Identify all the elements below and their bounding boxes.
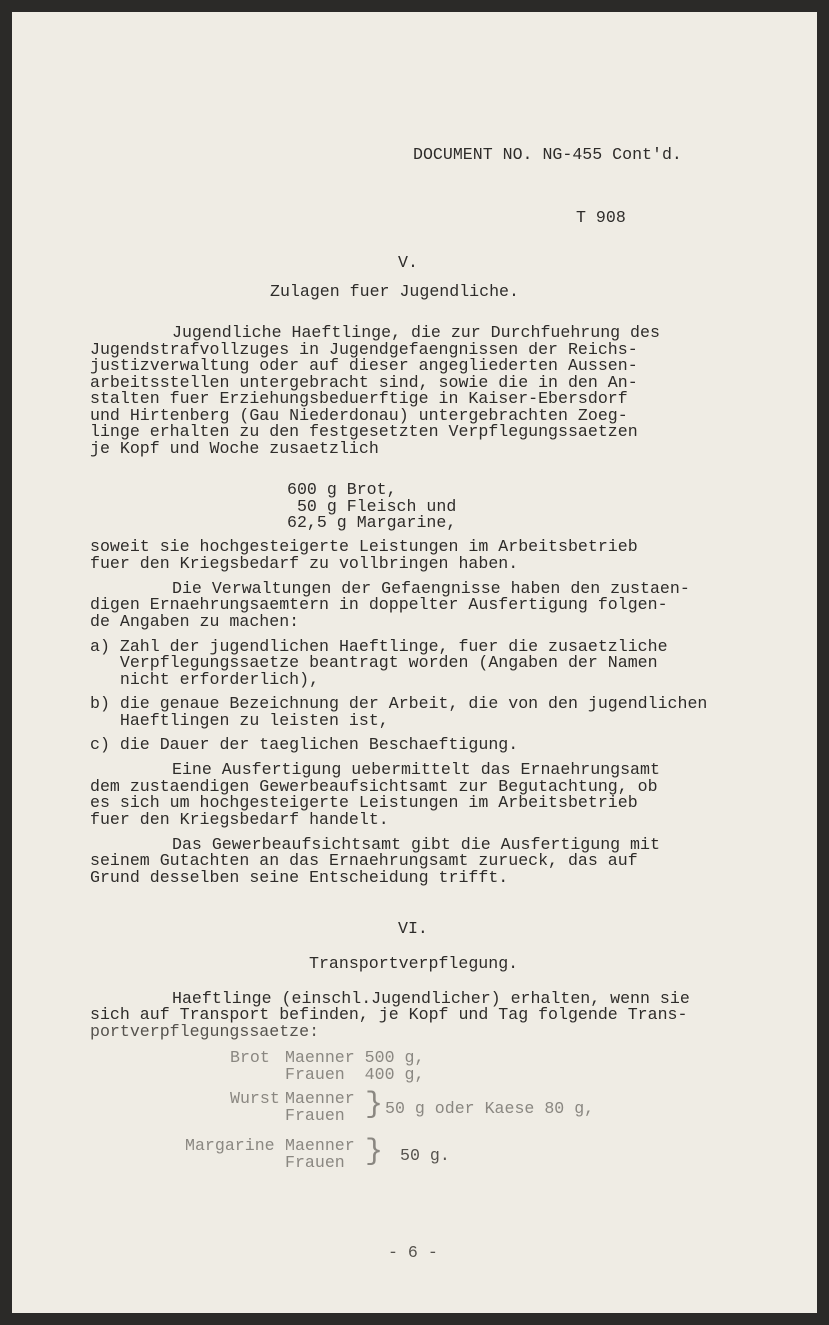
text-line: portverpflegungssaetze: xyxy=(90,1022,320,1041)
text-line: Grund desselben seine Entscheidung trifft. xyxy=(90,868,509,887)
ration-line: 600 g Brot, xyxy=(287,480,397,499)
reference-number: T 908 xyxy=(576,208,626,227)
text-line: justizverwaltung oder auf dieser angegliederten Aussen- xyxy=(90,356,638,375)
section-numeral: V. xyxy=(398,253,418,272)
text-line: soweit sie hochgesteigerte Leistungen im Arbeitsbetrieb xyxy=(90,537,638,556)
page-number: - 6 - xyxy=(388,1243,438,1262)
text-line: Jugendliche Haeftlinge, die zur Durchfuehrung des xyxy=(172,323,660,342)
brace-icon: } xyxy=(365,1135,384,1169)
text-line: und Hirtenberg (Gau Niederdonau) untergebrachten Zoeg- xyxy=(90,406,628,425)
text-line: arbeitsstellen untergebracht sind, sowie die in den An- xyxy=(90,373,638,392)
table-label-brot: Brot xyxy=(230,1048,270,1067)
text-line: Haeftlinge (einschl.Jugendlicher) erhalten, wenn sie xyxy=(172,989,690,1008)
text-line: digen Ernaehrungsaemtern in doppelter Ausfertigung folgen- xyxy=(90,595,668,614)
list-item-b: Haeftlingen zu leisten ist, xyxy=(90,711,389,730)
table-value: 50 g oder Kaese 80 g, xyxy=(385,1099,595,1118)
table-men: Maenner xyxy=(285,1136,355,1155)
table-men: Maenner xyxy=(285,1089,355,1108)
brace-icon: } xyxy=(365,1088,384,1122)
text-line: Die Verwaltungen der Gefaengnisse haben den zustaen- xyxy=(172,579,690,598)
section-title: Zulagen fuer Jugendliche. xyxy=(270,282,519,301)
table-women: Frauen xyxy=(285,1106,345,1125)
text-line: es sich um hochgesteigerte Leistungen im Arbeitsbetrieb xyxy=(90,793,638,812)
section-numeral: VI. xyxy=(398,919,428,938)
table-men: Maenner 500 g, xyxy=(285,1048,425,1067)
text-line: fuer den Kriegsbedarf handelt. xyxy=(90,810,389,829)
list-item-a: a) Zahl der jugendlichen Haeftlinge, fuer die zusaetzliche xyxy=(90,637,668,656)
text-line: sich auf Transport befinden, je Kopf und Tag folgende Trans- xyxy=(90,1005,688,1024)
table-label-margarine: Margarine xyxy=(185,1136,275,1155)
text-line: Das Gewerbeaufsichtsamt gibt die Ausfertigung mit xyxy=(172,835,660,854)
text-line: Eine Ausfertigung uebermittelt das Ernaehrungsamt xyxy=(172,760,660,779)
list-item-a: Verpflegungssaetze beantragt worden (Angaben der Namen xyxy=(90,653,658,672)
section-title: Transportverpflegung. xyxy=(309,954,519,973)
list-item-c: c) die Dauer der taeglichen Beschaeftigung. xyxy=(90,735,519,754)
list-item-a: nicht erforderlich), xyxy=(90,670,320,689)
text-line: je Kopf und Woche zusaetzlich xyxy=(90,439,379,458)
list-item-b: b) die genaue Bezeichnung der Arbeit, die von den jugendlichen xyxy=(90,694,708,713)
table-women: Frauen 400 g, xyxy=(285,1065,425,1084)
text-line: Jugendstrafvollzuges in Jugendgefaengnissen der Reichs- xyxy=(90,340,638,359)
ration-line: 50 g Fleisch und xyxy=(287,497,457,516)
text-line: linge erhalten zu den festgesetzten Verpflegungssaetzen xyxy=(90,422,638,441)
table-value: 50 g. xyxy=(400,1146,450,1165)
text-line: de Angaben zu machen: xyxy=(90,612,300,631)
text-line: dem zustaendigen Gewerbeaufsichtsamt zur Begutachtung, ob xyxy=(90,777,658,796)
table-women: Frauen xyxy=(285,1153,345,1172)
table-label-wurst: Wurst xyxy=(230,1089,280,1108)
text-line: seinem Gutachten an das Ernaehrungsamt zurueck, das auf xyxy=(90,851,638,870)
text-line: stalten fuer Erziehungsbeduerftige in Kaiser-Ebersdorf xyxy=(90,389,628,408)
document-number: DOCUMENT NO. NG-455 Cont'd. xyxy=(413,145,682,164)
text-line: fuer den Kriegsbedarf zu vollbringen haben. xyxy=(90,554,519,573)
ration-line: 62,5 g Margarine, xyxy=(287,513,457,532)
